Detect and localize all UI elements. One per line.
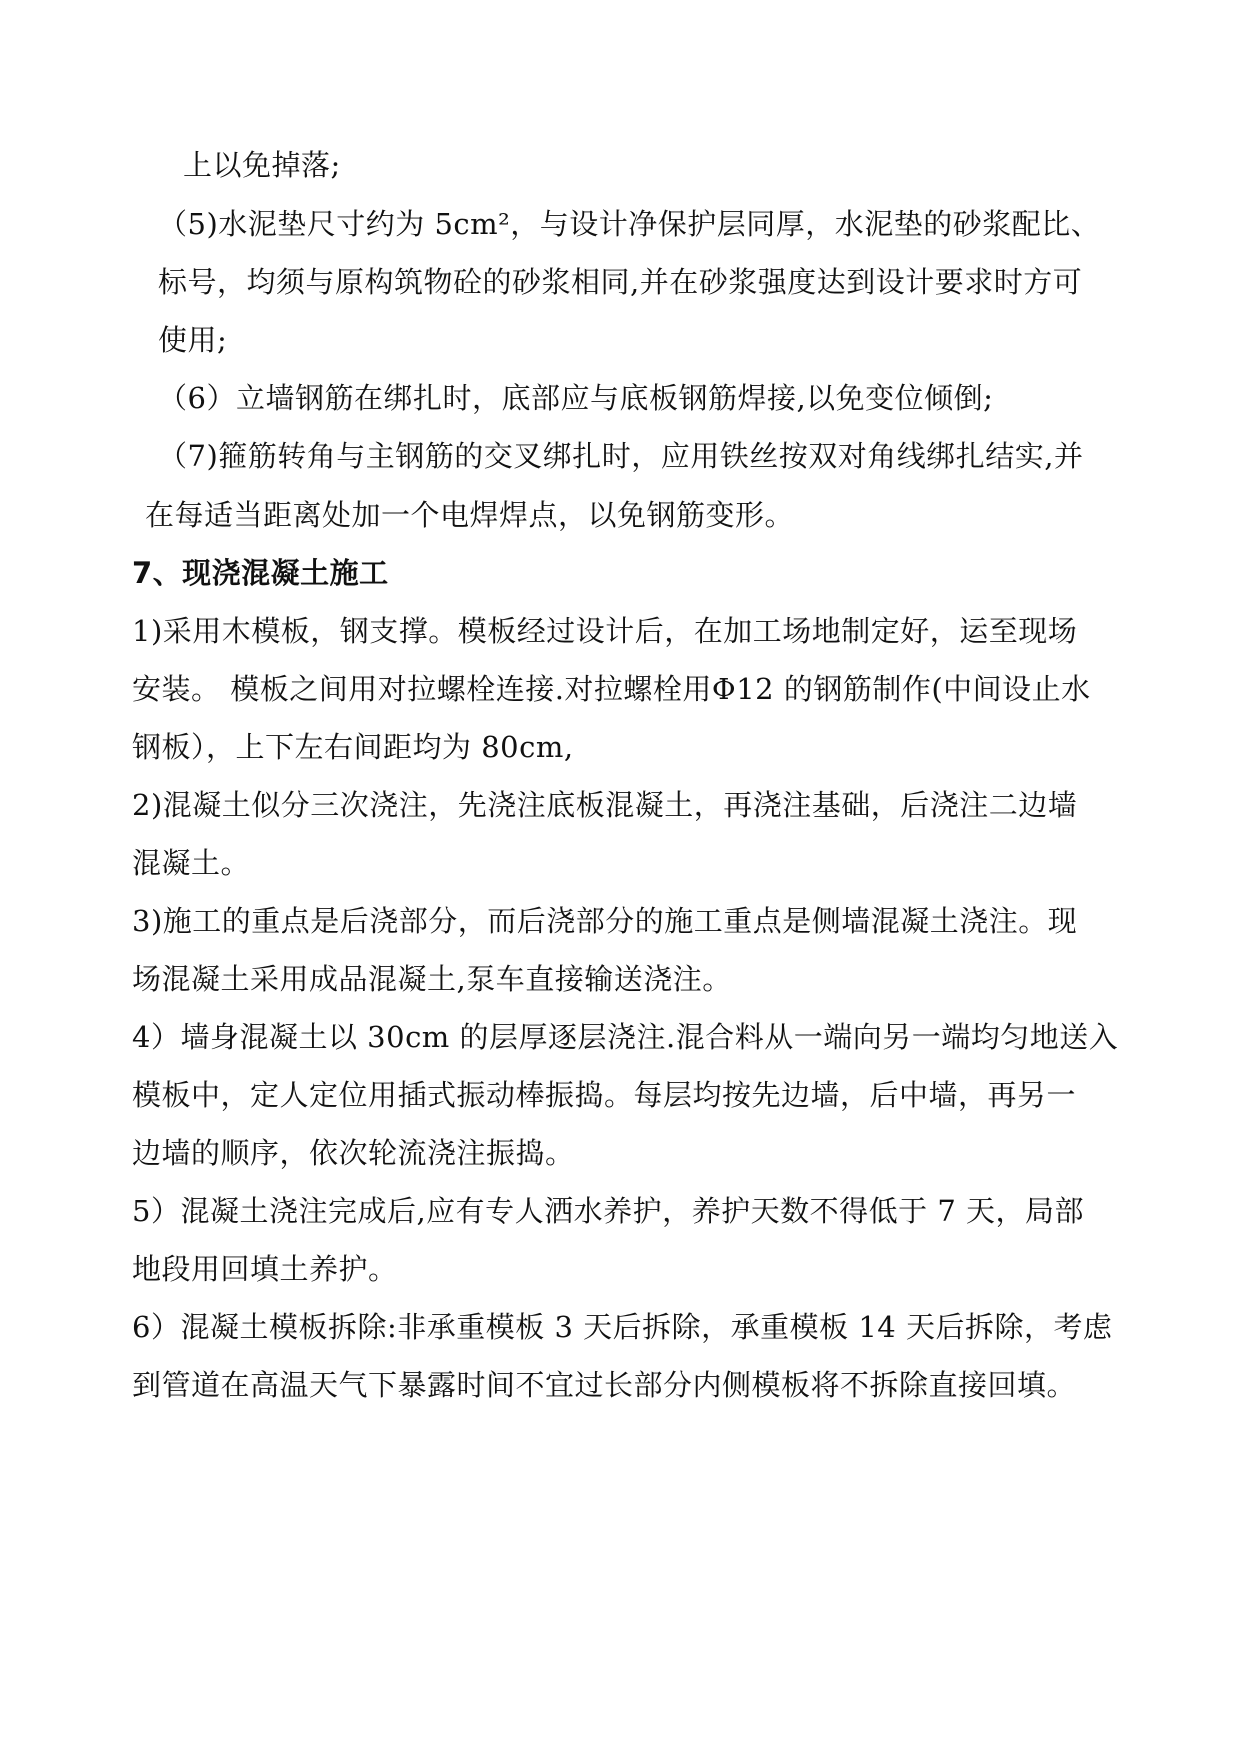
text-line-18: 边墙的顺序，依次轮流浇注振捣。	[132, 1136, 575, 1170]
text-line-19: 5）混凝土浇注完成后,应有专人洒水养护，养护天数不得低于 7 天，局部	[132, 1194, 1085, 1228]
text-line-12: 2)混凝土似分三次浇注，先浇注底板混凝土，再浇注基础，后浇注二边墙	[132, 788, 1078, 822]
section-heading: 7、现浇混凝土施工	[132, 556, 389, 590]
text-line-15: 场混凝土采用成品混凝土,泵车直接输送浇注。	[132, 962, 732, 996]
text-line-20: 地段用回填土养护。	[132, 1252, 398, 1286]
text-line-22: 到管道在高温天气下暴露时间不宜过长部分内侧模板将不拆除直接回填。	[132, 1368, 1077, 1402]
text-line-13: 混凝土。	[132, 846, 251, 880]
text-line-14: 3)施工的重点是后浇部分，而后浇部分的施工重点是侧墙混凝土浇注。现	[132, 904, 1078, 938]
text-line-17: 模板中，定人定位用插式振动棒振捣。每层均按先边墙，后中墙，再另一	[132, 1078, 1077, 1112]
text-line-7: 在每适当距离处加一个电焊焊点，以免钢筋变形。	[145, 498, 795, 532]
text-line-1: 上以免掉落;	[183, 148, 341, 182]
text-line-10: 安装。 模板之间用对拉螺栓连接.对拉螺栓用Φ12 的钢筋制作(中间设止水	[132, 672, 1091, 706]
text-line-16: 4）墙身混凝土以 30cm 的层厚逐层浇注.混合料从一端向另一端均匀地送入	[132, 1020, 1119, 1054]
text-line-4: 使用;	[158, 323, 228, 357]
text-line-11: 钢板），上下左右间距均为 80cm,	[132, 730, 574, 764]
text-line-3: 标号，均须与原构筑物砼的砂浆相同,并在砂浆强度达到设计要求时方可	[158, 265, 1083, 299]
text-line-21: 6）混凝土模板拆除:非承重模板 3 天后拆除，承重模板 14 天后拆除，考虑	[132, 1310, 1113, 1344]
text-line-6: （7)箍筋转角与主钢筋的交叉绑扎时，应用铁丝按双对角线绑扎结实,并	[158, 439, 1084, 473]
text-line-5: （6）立墙钢筋在绑扎时，底部应与底板钢筋焊接,以免变位倾倒;	[158, 381, 994, 415]
text-line-2: （5)水泥垫尺寸约为 5cm²，与设计净保护层同厚，水泥垫的砂浆配比、	[158, 207, 1101, 241]
text-line-9: 1)采用木模板，钢支撑。模板经过设计后，在加工场地制定好，运至现场	[132, 614, 1078, 648]
